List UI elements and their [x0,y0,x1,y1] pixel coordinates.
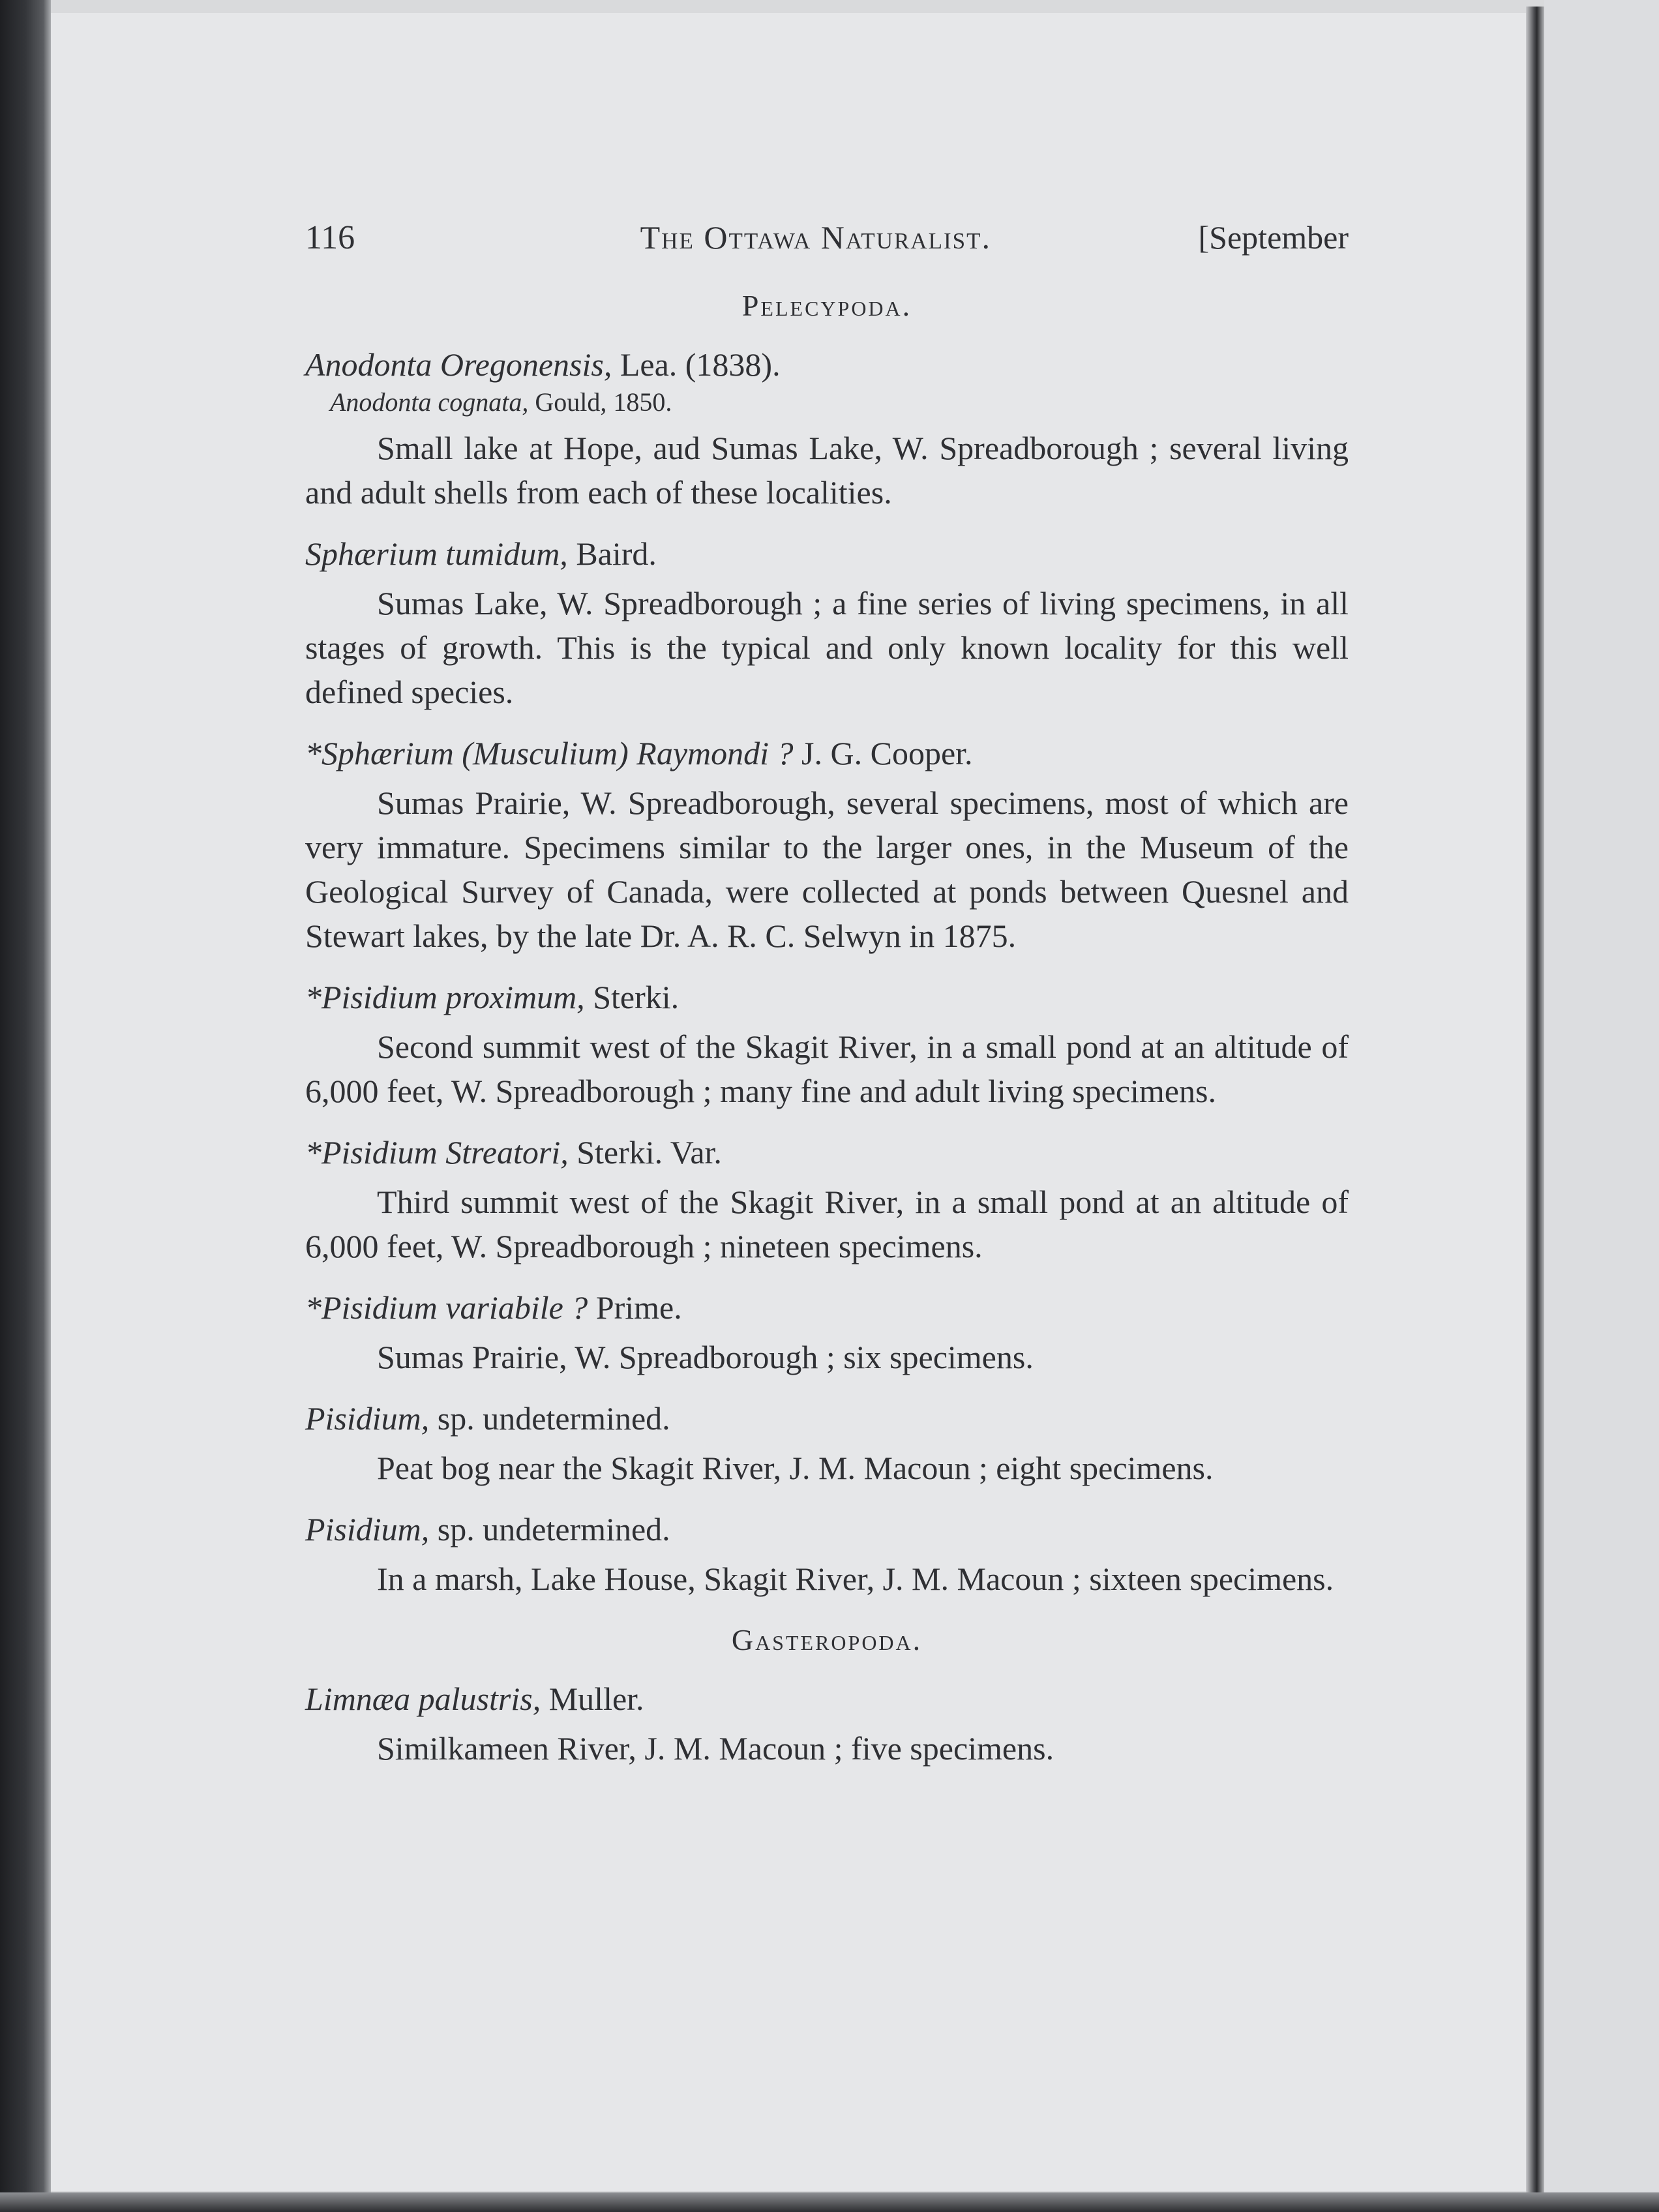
running-header [305,215,1349,260]
species-description: Sumas Prairie, W. Spreadborough ; six specimens. [377,1339,1034,1375]
species-description: Third summit west of the Skagit River, in a small pond at an altitude of 6,000 feet, W. Spreadborough ; nineteen specimens. [305,1184,1349,1264]
page-number: 116 [305,219,355,256]
species-name: Limnæa palustris, [305,1681,541,1717]
species-author: sp. undetermined. [429,1511,670,1547]
section-heading: Pelecypoda. [741,289,912,322]
species-name-line [305,1285,1349,1330]
species-name: Pisidium, [305,1511,430,1547]
species-name-line [305,531,1349,576]
species-entry [305,731,1349,958]
facing-page-edge [1544,0,1659,2212]
species-name-line [305,731,1349,775]
page-gutter [1526,7,1544,2204]
species-author: sp. undetermined. [429,1400,670,1437]
species-name: *Pisidium variabile ? [305,1289,588,1326]
species-entry [305,1677,1349,1771]
species-name: Anodonta Oregonensis, [305,346,612,383]
section-heading: Gasteropoda. [731,1623,923,1656]
species-name: Pisidium, [305,1400,430,1437]
species-description: Small lake at Hope, aud Sumas Lake, W. Spreadborough ; several living and adult shells from each of these localities. [305,430,1349,511]
species-name-line [305,1130,1349,1174]
species-name: *Pisidium Streatori, [305,1134,569,1171]
species-entry [305,1507,1349,1601]
species-description: In a marsh, Lake House, Skagit River, J. M. Macoun ; sixteen specimens. [377,1561,1334,1597]
species-name-line [305,342,1349,387]
species-name: Sphærium tumidum, [305,535,568,572]
synonym-author: Gould, 1850. [528,387,672,417]
species-author: Sterki. Var. [568,1134,722,1171]
species-entry [305,531,1349,714]
species-author: Prime. [588,1289,682,1326]
synonym-line [330,384,1349,421]
species-name-line [305,1396,1349,1441]
species-description: Second summit west of the Skagit River, in a small pond at an altitude of 6,000 feet, W. Spreadborough ; many fine and adult living specimens. [305,1028,1349,1109]
issue-month: [September [1198,219,1349,256]
species-name-line [305,1507,1349,1551]
species-entry [305,342,1349,515]
species-description: Peat bog near the Skagit River, J. M. Macoun ; eight specimens. [377,1450,1214,1486]
species-name: *Pisidium proximum, [305,979,585,1015]
species-name: *Sphærium (Musculium) Raymondi ? [305,735,794,771]
species-name-line [305,975,1349,1019]
synonym-name: Anodonta cognata, [330,387,529,417]
page-bottom-edge [0,2192,1659,2212]
species-entry [305,1396,1349,1490]
species-description: Sumas Lake, W. Spreadborough ; a fine series of living specimens, in all stages of growth. This is the typical and only known locality for this well defined species. [305,585,1349,710]
species-description: Sumas Prairie, W. Spreadborough, several specimens, most of which are very immature. Specimens similar to the larger ones, in the Museum of the Geological Survey of Canada, were collected at ponds between Quesnel and Stewart lakes, by the late Dr. A. R. C. Selwyn in 1875. [305,785,1349,954]
species-entry [305,1285,1349,1379]
book-spine-edge [0,0,51,2212]
journal-title: The Ottawa Naturalist. [640,219,991,256]
species-author: Lea. (1838). [612,346,781,383]
species-author: Sterki. [584,979,680,1015]
species-author: J. G. Cooper. [793,735,973,771]
species-author: Muller. [541,1681,644,1717]
species-entry [305,1130,1349,1268]
species-author: Baird. [567,535,657,572]
page-content [305,215,1349,1787]
species-name-line [305,1677,1349,1721]
species-description: Similkameen River, J. M. Macoun ; five specimens. [377,1730,1054,1767]
species-entry [305,975,1349,1113]
